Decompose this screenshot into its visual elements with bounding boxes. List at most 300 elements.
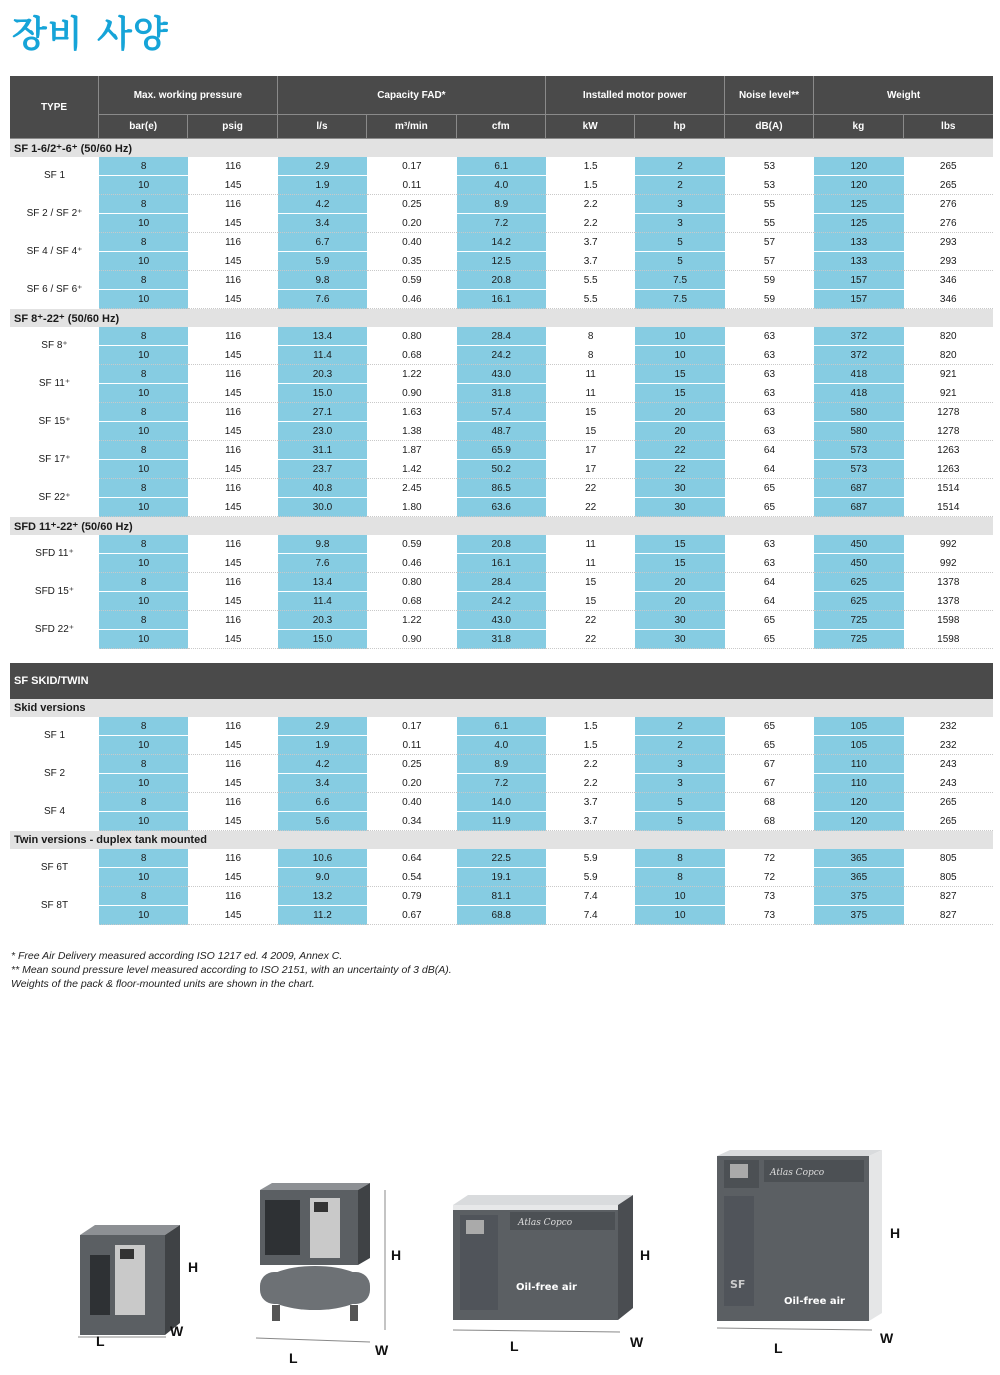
- table-cell: 17: [546, 441, 635, 460]
- table-cell: 0.59: [367, 535, 456, 554]
- table-row: [10, 271, 993, 290]
- table-cell: 10: [99, 422, 188, 441]
- table-cell: 293: [904, 252, 993, 271]
- table-cell: 15.0: [278, 384, 367, 403]
- table-cell: 145: [188, 384, 277, 403]
- table-cell: 22: [635, 460, 724, 479]
- table-cell: 11.2: [278, 906, 367, 925]
- table-cell: 133: [814, 252, 903, 271]
- table-cell: 145: [188, 554, 277, 573]
- table-cell: 116: [188, 573, 277, 592]
- section-title: SFD 11⁺-22⁺ (50/60 Hz): [10, 517, 993, 535]
- table-row: [10, 365, 993, 384]
- section-title: SF 1-6/2⁺-6⁺ (50/60 Hz): [10, 139, 993, 157]
- table-cell: 8: [99, 441, 188, 460]
- table-cell: 24.2: [457, 592, 546, 611]
- table-cell: 580: [814, 422, 903, 441]
- model-name: SF 22⁺: [10, 479, 99, 517]
- table-cell: 5.9: [546, 868, 635, 887]
- table-cell: 57.4: [457, 403, 546, 422]
- model-name: SF 6T: [10, 849, 99, 887]
- table-cell: 10: [99, 906, 188, 925]
- table-cell: 6.6: [278, 793, 367, 812]
- table-cell: 573: [814, 460, 903, 479]
- table-cell: 0.20: [367, 214, 456, 233]
- table-cell: 6.1: [457, 157, 546, 176]
- table-cell: 5.9: [546, 849, 635, 868]
- table-cell: 11: [546, 384, 635, 403]
- table-cell: 365: [814, 849, 903, 868]
- table-cell: 145: [188, 868, 277, 887]
- table-cell: 7.4: [546, 906, 635, 925]
- table-cell: 116: [188, 327, 277, 346]
- table-cell: 346: [904, 290, 993, 309]
- table-row: [10, 592, 993, 611]
- brand-text-1: Atlas Copco: [518, 1218, 573, 1228]
- table-cell: 63.6: [457, 498, 546, 517]
- table-cell: 116: [188, 849, 277, 868]
- spec-table-main: [10, 76, 993, 925]
- table-cell: 0.40: [367, 793, 456, 812]
- table-cell: 48.7: [457, 422, 546, 441]
- table-cell: 20: [635, 422, 724, 441]
- table-row: [10, 327, 993, 346]
- unit-lbs: lbs: [904, 115, 993, 139]
- unit-hp: hp: [635, 115, 724, 139]
- table-cell: 5.5: [546, 271, 635, 290]
- table-cell: 23.7: [278, 460, 367, 479]
- table-cell: 120: [814, 176, 903, 195]
- table-cell: 8: [546, 346, 635, 365]
- table-cell: 63: [725, 422, 814, 441]
- table-cell: 27.1: [278, 403, 367, 422]
- table-row: [10, 195, 993, 214]
- table-cell: 8: [99, 479, 188, 498]
- table-cell: 15.0: [278, 630, 367, 649]
- model-name: SF 1: [10, 157, 99, 195]
- table-cell: 418: [814, 365, 903, 384]
- table-cell: 8: [99, 793, 188, 812]
- table-cell: 8: [99, 403, 188, 422]
- table-cell: 20.8: [457, 271, 546, 290]
- table-cell: 5.5: [546, 290, 635, 309]
- table-cell: 67: [725, 755, 814, 774]
- table-row: [10, 290, 993, 309]
- table-cell: 4.0: [457, 176, 546, 195]
- table-cell: 28.4: [457, 327, 546, 346]
- table-cell: 13.2: [278, 887, 367, 906]
- table-cell: 133: [814, 233, 903, 252]
- unit-psig: psig: [188, 115, 277, 139]
- table-cell: 1.63: [367, 403, 456, 422]
- table-cell: 1263: [904, 460, 993, 479]
- dim-h-label-1: H: [188, 1259, 199, 1275]
- table-cell: 81.1: [457, 887, 546, 906]
- table-cell: 1.5: [546, 157, 635, 176]
- table-cell: 57: [725, 252, 814, 271]
- table-cell: 805: [904, 849, 993, 868]
- table-cell: 0.46: [367, 290, 456, 309]
- table-cell: 157: [814, 271, 903, 290]
- table-row: [10, 479, 993, 498]
- table-cell: 125: [814, 195, 903, 214]
- table-cell: 145: [188, 812, 277, 831]
- table-cell: 14.0: [457, 793, 546, 812]
- table-cell: 1.9: [278, 736, 367, 755]
- table-cell: 63: [725, 346, 814, 365]
- table-cell: 8.9: [457, 755, 546, 774]
- table-cell: 1598: [904, 630, 993, 649]
- section-title: Skid versions: [10, 699, 993, 717]
- table-cell: 1.5: [546, 717, 635, 736]
- table-cell: 105: [814, 717, 903, 736]
- table-cell: 63: [725, 554, 814, 573]
- table-cell: 10: [99, 812, 188, 831]
- table-row: [10, 233, 993, 252]
- table-cell: 22: [546, 611, 635, 630]
- table-cell: 1.9: [278, 176, 367, 195]
- table-cell: 232: [904, 736, 993, 755]
- unit-kw: kW: [546, 115, 635, 139]
- table-cell: 15: [635, 554, 724, 573]
- header-motor-power: Installed motor power: [546, 76, 725, 115]
- compressor-sf1-image: [70, 1215, 190, 1340]
- table-cell: 30: [635, 479, 724, 498]
- oilfree-text-2: Oil-free air: [784, 1296, 845, 1307]
- table-cell: 120: [814, 793, 903, 812]
- table-cell: 346: [904, 271, 993, 290]
- table-row: [10, 422, 993, 441]
- table-cell: 145: [188, 252, 277, 271]
- table-cell: 64: [725, 460, 814, 479]
- footnotes: [11, 949, 452, 991]
- table-cell: 72: [725, 849, 814, 868]
- table-cell: 64: [725, 573, 814, 592]
- table-cell: 116: [188, 535, 277, 554]
- table-cell: 4.2: [278, 195, 367, 214]
- table-row: [10, 717, 993, 736]
- table-cell: 64: [725, 441, 814, 460]
- table-cell: 10: [99, 592, 188, 611]
- table-cell: 22.5: [457, 849, 546, 868]
- table-cell: 23.0: [278, 422, 367, 441]
- table-cell: 8: [546, 327, 635, 346]
- table-cell: 2.2: [546, 774, 635, 793]
- table-cell: 157: [814, 290, 903, 309]
- table-cell: 3.7: [546, 812, 635, 831]
- table-cell: 145: [188, 592, 277, 611]
- dim-l-label-4: L: [774, 1340, 783, 1356]
- table-cell: 15: [635, 535, 724, 554]
- table-row: [10, 906, 993, 925]
- table-cell: 65: [725, 479, 814, 498]
- table-cell: 1514: [904, 498, 993, 517]
- table-cell: 3: [635, 214, 724, 233]
- table-row: [10, 774, 993, 793]
- compressor-sf-skid-image: [250, 1180, 395, 1350]
- table-cell: 293: [904, 233, 993, 252]
- table-cell: 2: [635, 157, 724, 176]
- table-cell: 13.4: [278, 573, 367, 592]
- model-name: SF 17⁺: [10, 441, 99, 479]
- table-cell: 57: [725, 233, 814, 252]
- table-cell: 232: [904, 717, 993, 736]
- table-cell: 11.9: [457, 812, 546, 831]
- table-cell: 73: [725, 887, 814, 906]
- dim-h-label-3: H: [640, 1247, 651, 1263]
- dim-w-label-4: W: [880, 1330, 894, 1346]
- table-cell: 1.5: [546, 736, 635, 755]
- table-cell: 0.67: [367, 906, 456, 925]
- table-cell: 13.4: [278, 327, 367, 346]
- table-cell: 0.68: [367, 592, 456, 611]
- table-cell: 43.0: [457, 611, 546, 630]
- table-cell: 8: [99, 755, 188, 774]
- table-cell: 116: [188, 479, 277, 498]
- table-cell: 10: [99, 176, 188, 195]
- dim-w-label-2: W: [375, 1342, 389, 1358]
- skid-twin-header: SF SKID/TWIN: [10, 663, 993, 699]
- table-cell: 375: [814, 887, 903, 906]
- table-cell: 3: [635, 195, 724, 214]
- table-cell: 73: [725, 906, 814, 925]
- table-cell: 145: [188, 214, 277, 233]
- table-cell: 8: [99, 157, 188, 176]
- footnote-fad: * Free Air Delivery measured according ISO 1217 ed. 4 2009, Annex C.: [11, 950, 343, 962]
- table-cell: 7.6: [278, 554, 367, 573]
- table-cell: 53: [725, 157, 814, 176]
- table-row: [10, 214, 993, 233]
- table-cell: 17: [546, 460, 635, 479]
- table-cell: 145: [188, 736, 277, 755]
- model-name: SF 4: [10, 793, 99, 831]
- table-cell: 8: [99, 573, 188, 592]
- table-cell: 265: [904, 157, 993, 176]
- table-cell: 67: [725, 774, 814, 793]
- table-cell: 3.4: [278, 214, 367, 233]
- table-row: [10, 554, 993, 573]
- dim-l-label-2: L: [289, 1350, 298, 1366]
- table-cell: 3.7: [546, 793, 635, 812]
- table-cell: 243: [904, 755, 993, 774]
- table-cell: 372: [814, 327, 903, 346]
- dim-w-label-3: W: [630, 1334, 644, 1350]
- table-cell: 8: [635, 849, 724, 868]
- table-cell: 418: [814, 384, 903, 403]
- table-cell: 8: [99, 233, 188, 252]
- unit-bar: bar(e): [99, 115, 188, 139]
- table-cell: 580: [814, 403, 903, 422]
- table-cell: 30.0: [278, 498, 367, 517]
- table-cell: 145: [188, 176, 277, 195]
- table-row: [10, 176, 993, 195]
- table-cell: 116: [188, 271, 277, 290]
- table-cell: 0.17: [367, 157, 456, 176]
- table-cell: 2.2: [546, 755, 635, 774]
- table-cell: 2.2: [546, 214, 635, 233]
- table-cell: 687: [814, 479, 903, 498]
- table-cell: 10: [635, 906, 724, 925]
- dim-h-label-4: H: [890, 1225, 901, 1241]
- unit-cfm: cfm: [457, 115, 546, 139]
- model-name: SF 2: [10, 755, 99, 793]
- table-cell: 65: [725, 611, 814, 630]
- table-cell: 2.45: [367, 479, 456, 498]
- table-cell: 1263: [904, 441, 993, 460]
- table-cell: 820: [904, 346, 993, 365]
- table-cell: 2: [635, 176, 724, 195]
- table-cell: 9.0: [278, 868, 367, 887]
- table-row: [10, 736, 993, 755]
- table-cell: 10: [99, 736, 188, 755]
- model-name: SFD 22⁺: [10, 611, 99, 649]
- table-cell: 725: [814, 630, 903, 649]
- table-cell: 65: [725, 630, 814, 649]
- table-cell: 110: [814, 774, 903, 793]
- table-cell: 5: [635, 812, 724, 831]
- table-cell: 10: [99, 774, 188, 793]
- model-name: SF 8⁺: [10, 327, 99, 365]
- table-cell: 15: [635, 384, 724, 403]
- table-cell: 14.2: [457, 233, 546, 252]
- table-cell: 10: [99, 214, 188, 233]
- table-cell: 243: [904, 774, 993, 793]
- header-type: TYPE: [10, 76, 99, 139]
- table-cell: 0.90: [367, 384, 456, 403]
- table-cell: 0.80: [367, 573, 456, 592]
- table-cell: 0.68: [367, 346, 456, 365]
- table-cell: 15: [635, 365, 724, 384]
- table-cell: 116: [188, 887, 277, 906]
- table-cell: 55: [725, 214, 814, 233]
- table-cell: 0.11: [367, 736, 456, 755]
- table-cell: 276: [904, 214, 993, 233]
- table-cell: 1378: [904, 592, 993, 611]
- table-cell: 30: [635, 630, 724, 649]
- table-row: [10, 868, 993, 887]
- table-cell: 20: [635, 573, 724, 592]
- table-cell: 10: [99, 498, 188, 517]
- table-cell: 11: [546, 554, 635, 573]
- model-name: SF 6 / SF 6⁺: [10, 271, 99, 309]
- model-name: SF 8T: [10, 887, 99, 925]
- table-cell: 63: [725, 384, 814, 403]
- table-cell: 8: [99, 195, 188, 214]
- table-cell: 24.2: [457, 346, 546, 365]
- table-cell: 265: [904, 793, 993, 812]
- table-cell: 10.6: [278, 849, 367, 868]
- table-cell: 59: [725, 290, 814, 309]
- table-cell: 15: [546, 403, 635, 422]
- table-cell: 820: [904, 327, 993, 346]
- table-cell: 450: [814, 554, 903, 573]
- table-cell: 1.38: [367, 422, 456, 441]
- table-cell: 120: [814, 812, 903, 831]
- table-cell: 2: [635, 736, 724, 755]
- table-cell: 22: [635, 441, 724, 460]
- table-cell: 265: [904, 812, 993, 831]
- model-name: SF 4 / SF 4⁺: [10, 233, 99, 271]
- table-cell: 8: [99, 611, 188, 630]
- table-cell: 40.8: [278, 479, 367, 498]
- table-row: [10, 755, 993, 774]
- dim-l-label-1: L: [96, 1333, 105, 1349]
- table-cell: 10: [99, 868, 188, 887]
- model-name: SF 15⁺: [10, 403, 99, 441]
- table-cell: 30: [635, 498, 724, 517]
- table-cell: 1598: [904, 611, 993, 630]
- compressor-sf-mid-image: [448, 1190, 638, 1340]
- table-cell: 6.7: [278, 233, 367, 252]
- table-cell: 827: [904, 906, 993, 925]
- table-cell: 8: [99, 365, 188, 384]
- table-row: [10, 630, 993, 649]
- section-title: SF 8⁺-22⁺ (50/60 Hz): [10, 309, 993, 327]
- table-cell: 625: [814, 592, 903, 611]
- table-cell: 3: [635, 755, 724, 774]
- table-cell: 11.4: [278, 592, 367, 611]
- table-cell: 0.11: [367, 176, 456, 195]
- table-cell: 7.4: [546, 887, 635, 906]
- table-cell: 8: [99, 717, 188, 736]
- table-row: [10, 403, 993, 422]
- table-cell: 0.90: [367, 630, 456, 649]
- table-cell: 8: [99, 327, 188, 346]
- table-cell: 7.2: [457, 774, 546, 793]
- table-cell: 65: [725, 736, 814, 755]
- table-cell: 3.7: [546, 233, 635, 252]
- table-cell: 22: [546, 498, 635, 517]
- table-cell: 65: [725, 717, 814, 736]
- table-cell: 31.8: [457, 384, 546, 403]
- table-cell: 20.8: [457, 535, 546, 554]
- table-cell: 120: [814, 157, 903, 176]
- table-cell: 0.80: [367, 327, 456, 346]
- table-cell: 3.4: [278, 774, 367, 793]
- table-cell: 64: [725, 592, 814, 611]
- table-cell: 7.2: [457, 214, 546, 233]
- table-cell: 1278: [904, 422, 993, 441]
- table-row: [10, 573, 993, 592]
- table-cell: 10: [635, 327, 724, 346]
- table-cell: 8: [99, 887, 188, 906]
- table-cell: 145: [188, 774, 277, 793]
- dim-h-label-2: H: [391, 1247, 402, 1263]
- table-row: [10, 812, 993, 831]
- table-cell: 5: [635, 793, 724, 812]
- table-row: [10, 887, 993, 906]
- footnote-noise: ** Mean sound pressure level measured according to ISO 2151, with an uncertainty of 3 dB(A).: [11, 964, 452, 976]
- table-cell: 65: [725, 498, 814, 517]
- oilfree-text-1: Oil-free air: [516, 1282, 577, 1293]
- table-cell: 59: [725, 271, 814, 290]
- table-cell: 110: [814, 755, 903, 774]
- table-cell: 0.54: [367, 868, 456, 887]
- dim-w-label-1: W: [170, 1323, 184, 1339]
- table-cell: 3.7: [546, 252, 635, 271]
- table-cell: 116: [188, 365, 277, 384]
- model-name: SF 2 / SF 2⁺: [10, 195, 99, 233]
- table-cell: 63: [725, 365, 814, 384]
- table-cell: 625: [814, 573, 903, 592]
- model-name: SFD 11⁺: [10, 535, 99, 573]
- table-cell: 105: [814, 736, 903, 755]
- table-row: [10, 793, 993, 812]
- table-cell: 265: [904, 176, 993, 195]
- table-cell: 16.1: [457, 290, 546, 309]
- table-cell: 68.8: [457, 906, 546, 925]
- header-pressure: Max. working pressure: [99, 76, 278, 115]
